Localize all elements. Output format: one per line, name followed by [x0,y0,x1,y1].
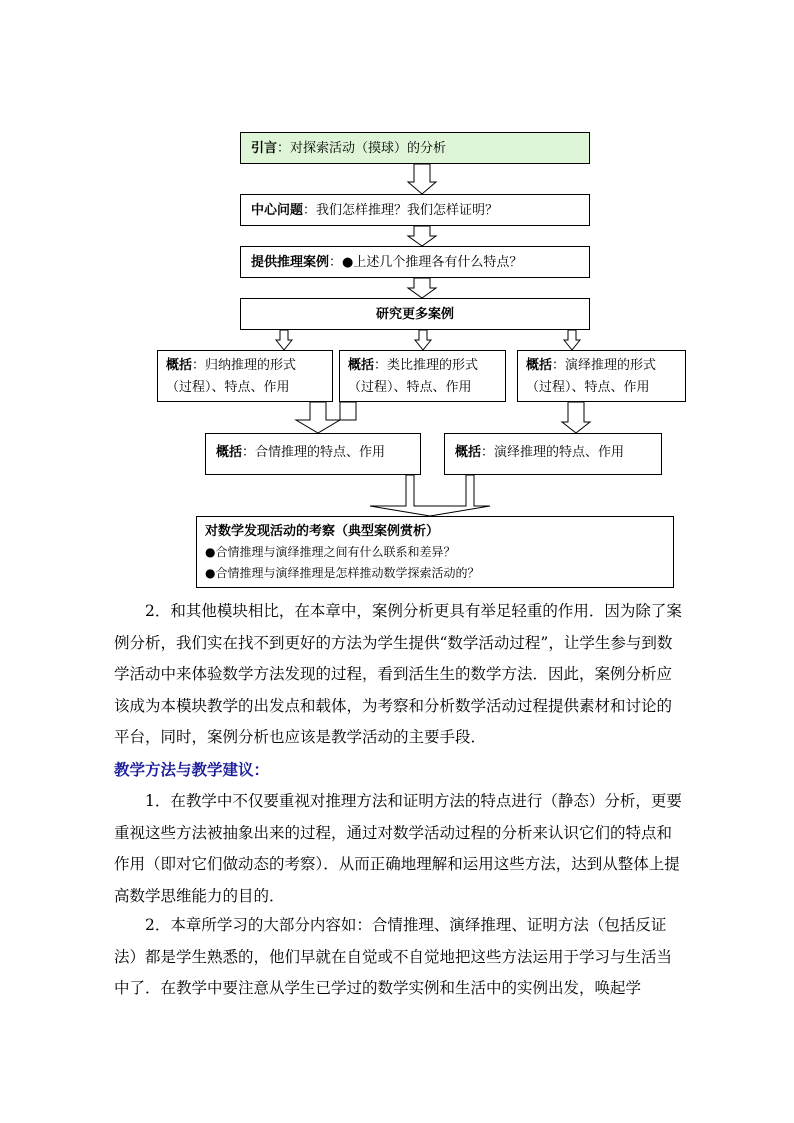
g2-line2: （过程）、特点、作用 [348,380,472,395]
final-question-2: ●合情推理与演绎推理是怎样推动数学探索活动的？ [205,566,480,580]
arrow-g3-g5 [562,402,590,433]
intro-label: 引言 [251,141,278,156]
arrow-intro-central [408,164,436,194]
section-heading: 教学方法与教学建议： [114,760,270,779]
g3-line2: （过程）、特点、作用 [526,380,650,395]
more-cases-label: 研究更多案例 [375,307,454,322]
g4-text: ：合情推理的特点、作用 [242,445,386,460]
para-3: 2．本章所学习的大部分内容如：合情推理、演绎推理、证明方法（包括反证法）都是学生熟悉的，他们早就在自觉或不自觉地把这些方法运用于学习与生活当中了．在教学中要注意从学生已学过的数学实例和生活中的实例出发，唤起学 [114,916,673,997]
intro-box [240,132,590,164]
g3-line1: ：演绎推理的形式 [552,358,657,373]
arrow-more-g2 [415,330,431,350]
para-1: 2．和其他模块相比，在本章中，案例分析更具有举足轻重的作用．因为除了案例分析，我们实在找不到更好的方法为学生提供“数学活动过程”，让学生参与到数学活动中来体验数学方法发现的过程，看到活生生的数学方法．因此，案例分析应该成为本模块教学的出发点和载体，为考察和分析数学活动过程提供素材和讨论的平台，同时，案例分析也应该是教学活动的主要手段． [114,602,682,746]
arrow-more-g3 [564,330,580,350]
paragraph-methods [114,786,684,912]
cases-text: ：●上述几个推理各有什么特点？ [329,255,523,270]
g1-line1: ：归纳推理的形式 [192,358,297,373]
para-2: 1．在教学中不仅要重视对推理方法和证明方法的特点进行（静态）分析，更要重视这些方法被抽象出来的过程，通过对数学活动过程的分析来认识它们的特点和作用（即对它们做动态的考察）．从而正确地理解和运用这些方法，达到从整体上提高数学思维能力的目的． [114,792,682,905]
deductive-reasoning-box [444,433,662,475]
more-cases-box [240,298,590,330]
gen-label: 概括 [216,445,243,460]
gen-label: 概括 [455,445,482,460]
gen-label: 概括 [526,358,553,373]
paragraph-content [114,910,684,1005]
gen-label: 概括 [348,358,375,373]
g1-line2: （过程）、特点、作用 [166,380,290,395]
final-title: 对数学发现活动的考察（典型案例赏析） [205,524,440,539]
final-review-box [196,516,674,588]
paragraph-case-analysis [114,596,684,754]
arrow-g1g2-g4 [296,402,356,433]
plausible-reasoning-box [205,433,421,475]
arrow-cases-more [408,278,436,298]
cases-label: 提供推理案例 [251,255,330,270]
generalize-analogy-box [339,350,506,402]
arrow-g4g5-final [370,475,490,516]
central-label: 中心问题 [251,203,304,218]
arrow-more-g1 [276,330,292,350]
arrow-central-cases [408,226,436,246]
central-text: ：我们怎样推理？我们怎样证明？ [303,203,499,218]
cases-box [240,246,590,278]
g2-line1: ：类比推理的形式 [374,358,479,373]
intro-text: ：对探索活动（摸球）的分析 [277,141,447,156]
generalize-deduction-box [517,350,686,402]
final-question-1: ●合情推理与演绎推理之间有什么联系和差异？ [205,545,456,559]
generalize-induction-box [157,350,333,402]
gen-label: 概括 [166,358,193,373]
central-question-box [240,194,590,226]
g5-text: ：演绎推理的特点、作用 [481,445,625,460]
